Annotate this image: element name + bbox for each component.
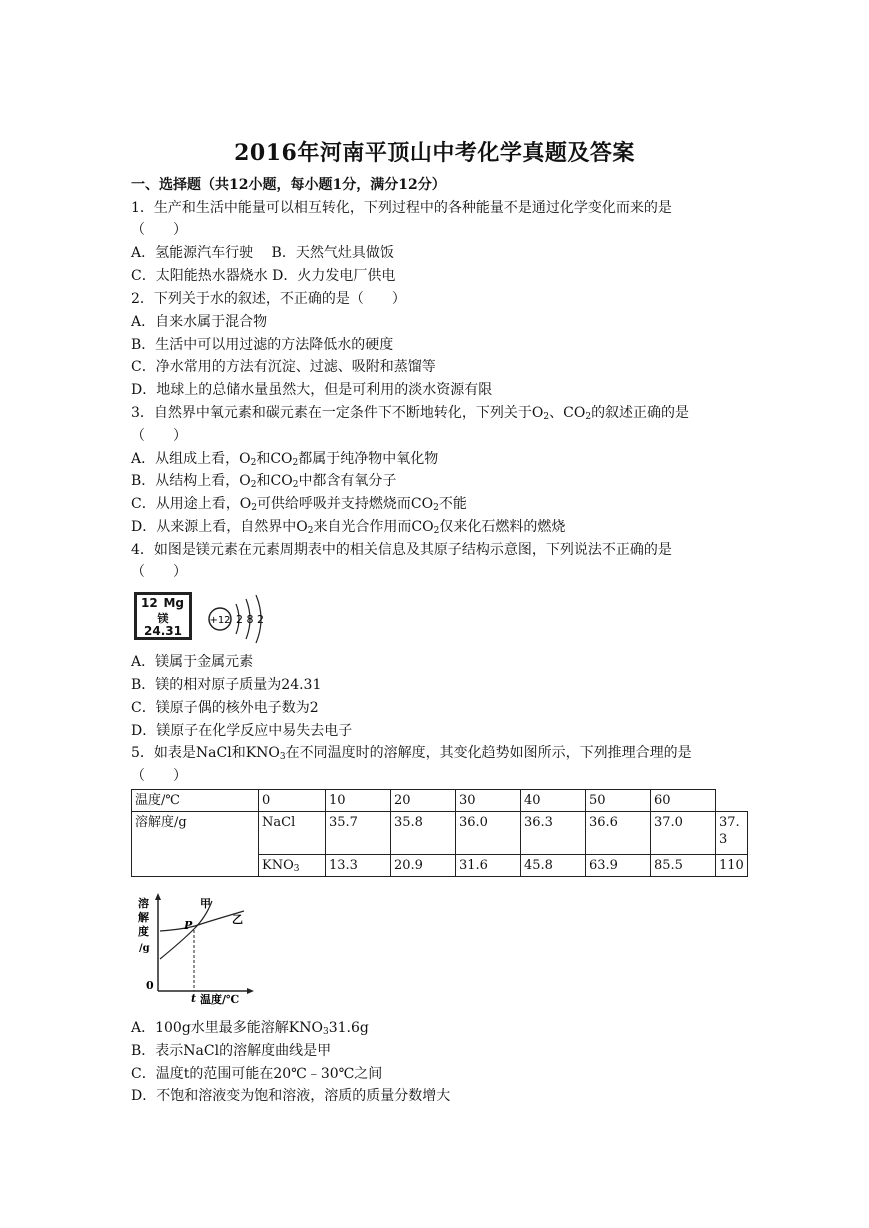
kno3-cell: 110 (716, 855, 748, 877)
q3-option-d: D．从来源上看，自然界中$O_2$来自光合作用而$CO_2$仅来化石燃料的燃烧 (131, 519, 566, 536)
temp-cell: 20 (391, 790, 456, 812)
y-label-3: 度 (138, 925, 149, 938)
q1-options-ab: A．氢能源汽车行驶 B．天然气灶具做饭 (131, 245, 394, 261)
nacl-cell: 36.6 (586, 812, 651, 855)
nacl-cell: 35.7 (326, 812, 391, 855)
point-t-label: t (191, 992, 197, 1005)
solubility-label-cell: 溶解度/g (132, 812, 259, 877)
curve-yi-label: 乙 (232, 913, 243, 926)
magnesium-element-card (134, 592, 192, 640)
origin-label: 0 (146, 979, 154, 992)
atomic-number: 12 (141, 596, 158, 610)
q3-stem: 3．自然界中氧元素和碳元素在一定条件下不断地转化，下列关于$O_2$、$CO_2$的叙述正确的是 (131, 405, 690, 422)
q2-option-c: C．净水常用的方法有沉淀、过滤、吸附和蒸馏等 (131, 359, 436, 375)
x-axis-arrow (247, 988, 254, 994)
q2-stem: 2．下列关于水的叙述，不正确的是（ ） (131, 291, 406, 307)
q2-option-d: D．地球上的总储水量虽然大，但是可利用的淡水资源有限 (131, 382, 493, 398)
temp-cell: 0 (259, 790, 326, 812)
nacl-cell: 37.0 (651, 812, 716, 855)
atomic-mass: 24.31 (144, 624, 182, 638)
nacl-cell: 36.3 (521, 812, 586, 855)
y-axis-arrow (155, 893, 161, 900)
nacl-label-cell: NaCl (259, 812, 326, 855)
curve-jia-label: 甲 (200, 897, 211, 910)
q2-option-b: B．生活中可以用过滤的方法降低水的硬度 (131, 337, 394, 353)
page-title: 2016年河南平顶山中考化学真题及答案 (234, 140, 635, 166)
q3-blank: （ ） (131, 428, 187, 444)
kno3-cell: 63.9 (586, 855, 651, 877)
q5-option-c: C．温度t的范围可能在20℃﹣30℃之间 (131, 1066, 383, 1082)
table-row (132, 790, 748, 812)
q4-option-b: B．镁的相对原子质量为24.31 (131, 677, 322, 693)
q1-blank: （ ） (131, 222, 187, 238)
q1-options-cd: C．太阳能热水器烧水 D．火力发电厂供电 (131, 268, 396, 284)
temp-cell: 50 (586, 790, 651, 812)
section-heading: 一、选择题（共12小题，每小题1分，满分12分） (131, 177, 446, 193)
temp-label-cell: 温度/℃ (132, 790, 259, 812)
q4-stem: 4．如图是镁元素在元素周期表中的相关信息及其原子结构示意图，下列说法不正确的是 (131, 542, 672, 558)
q4-option-c: C．镁原子偶的核外电子数为2 (131, 700, 319, 716)
y-label-4: /g (139, 943, 150, 954)
element-name: 镁 (157, 612, 169, 625)
q5-blank: （ ） (131, 768, 187, 784)
kno3-cell: 20.9 (391, 855, 456, 877)
kno3-cell: 31.6 (456, 855, 521, 877)
temp-cell: 60 (651, 790, 716, 812)
y-label-1: 溶 (138, 897, 149, 910)
temp-cell: 40 (521, 790, 586, 812)
kno3-label-cell: $KNO_3$ (259, 855, 326, 877)
x-axis-label: 温度/℃ (200, 993, 240, 1006)
q2-option-a: A．自来水属于混合物 (131, 314, 268, 330)
temp-cell: 10 (326, 790, 391, 812)
temp-cell: 30 (456, 790, 521, 812)
q4-option-d: D．镁原子在化学反应中易失去电子 (131, 723, 353, 739)
solubility-curve-graph (136, 893, 256, 1008)
q4-blank: （ ） (131, 564, 187, 580)
point-p-label: P (184, 919, 193, 932)
q5-option-d: D．不饱和溶液变为饱和溶液，溶质的质量分数增大 (131, 1088, 451, 1104)
atom-structure-diagram (206, 590, 276, 648)
nacl-cell: 36.0 (456, 812, 521, 855)
empty-cell (716, 790, 748, 812)
kno3-cell: 45.8 (521, 855, 586, 877)
q4-option-a: A．镁属于金属元素 (131, 654, 254, 670)
nacl-cell: 37.3 (716, 812, 748, 855)
q5-option-a: A．100g水里最多能溶解$KNO_331.6g$ (131, 1020, 369, 1037)
q5-stem: 5．如表是NaCl和$KNO_3$在不同温度时的溶解度，其变化趋势如图所示，下列推理合理的是 (131, 745, 692, 762)
q3-option-c: C．从用途上看，$O_2$可供给呼吸并支持燃烧而$CO_2$不能 (131, 496, 467, 513)
q1-stem: 1．生产和生活中能量可以相互转化，下列过程中的各种能量不是通过化学变化而来的是 (131, 200, 672, 216)
kno3-cell: 85.5 (651, 855, 716, 877)
shell-electrons: 2 8 2 (236, 613, 264, 626)
q5-option-b: B．表示NaCl的溶解度曲线是甲 (131, 1043, 332, 1059)
kno3-cell: 13.3 (326, 855, 391, 877)
y-label-2: 解 (138, 911, 149, 924)
element-symbol: Mg (163, 596, 184, 610)
q3-option-a: A．从组成上看，$O_2$和$CO_2$都属于纯净物中氧化物 (131, 451, 439, 468)
table-row (132, 812, 748, 855)
nucleus-charge: +12 (209, 615, 231, 626)
nacl-cell: 35.8 (391, 812, 456, 855)
solubility-table (131, 789, 748, 877)
q3-option-b: B．从结构上看，$O_2$和$CO_2$中都含有氧分子 (131, 473, 397, 490)
